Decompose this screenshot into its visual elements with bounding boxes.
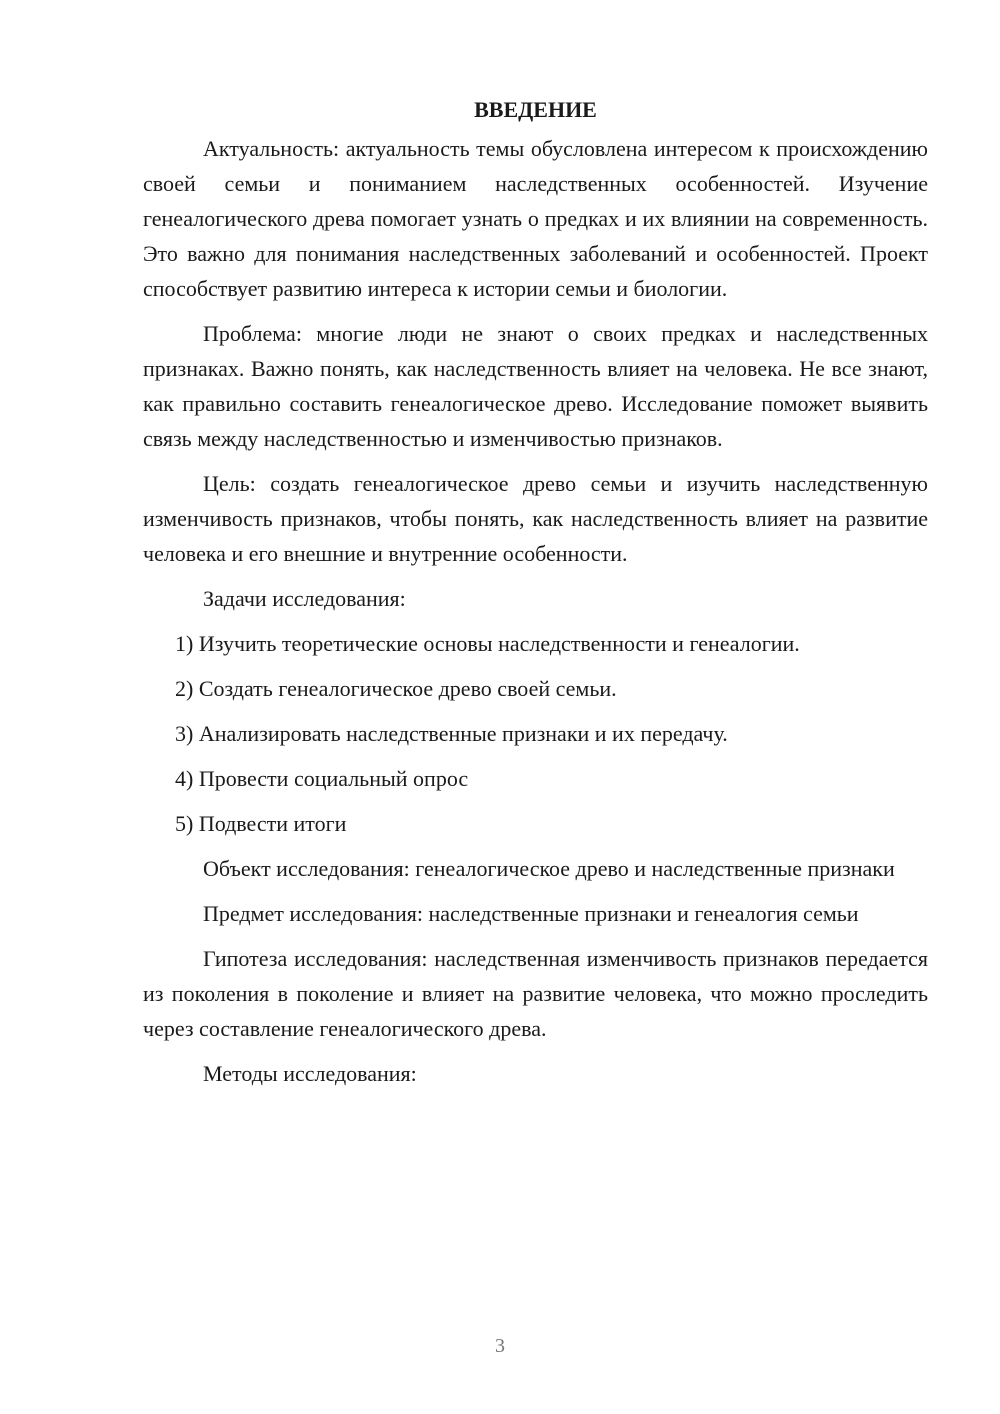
relevance-paragraph: Актуальность: актуальность темы обусловлена интересом к происхождению своей семьи и пониманием наследственных особенностей. Изучение генеалогического древа помогает узнать о предках и их влиянии на современность. Это важно для понимания наследственных заболеваний и особенностей. Проект способствует развитию интереса к истории семьи и биологии.: [143, 136, 928, 301]
list-item: 1) Изучить теоретические основы наследственности и генеалогии.: [175, 631, 800, 656]
section-heading: ВВЕДЕНИЕ: [474, 97, 597, 122]
tasks-list: [143, 626, 928, 841]
document-page: [143, 92, 928, 1101]
object-paragraph: Объект исследования: генеалогическое древо и наследственные признаки: [203, 856, 895, 881]
subject-paragraph: Предмет исследования: наследственные признаки и генеалогия семьи: [203, 901, 859, 926]
list-item: 4) Провести социальный опрос: [175, 766, 469, 791]
methods-paragraph: Методы исследования:: [203, 1061, 417, 1086]
goal-paragraph: Цель: создать генеалогическое древо семьи и изучить наследственную изменчивость признаков, чтобы понять, как наследственность влияет на развитие человека и его внешние и внутренние особенности.: [143, 471, 928, 566]
page-number: 3: [495, 1335, 505, 1357]
list-item: 2) Создать генеалогическое древо своей семьи.: [175, 676, 617, 701]
tasks-heading-paragraph: Задачи исследования:: [203, 586, 406, 611]
list-item: 3) Анализировать наследственные признаки и их передачу.: [175, 721, 728, 746]
hypothesis-paragraph: Гипотеза исследования: наследственная изменчивость признаков передается из поколения в поколение и влияет на развитие человека, что можно проследить через составление генеалогического древа.: [143, 946, 928, 1041]
list-item: 5) Подвести итоги: [175, 811, 347, 836]
problem-paragraph: Проблема: многие люди не знают о своих предках и наследственных признаках. Важно понять, как наследственность влияет на человека. Не все знают, как правильно составить генеалогическое древо. Исследование поможет выявить связь между наследственностью и изменчивостью признаков.: [143, 321, 928, 451]
